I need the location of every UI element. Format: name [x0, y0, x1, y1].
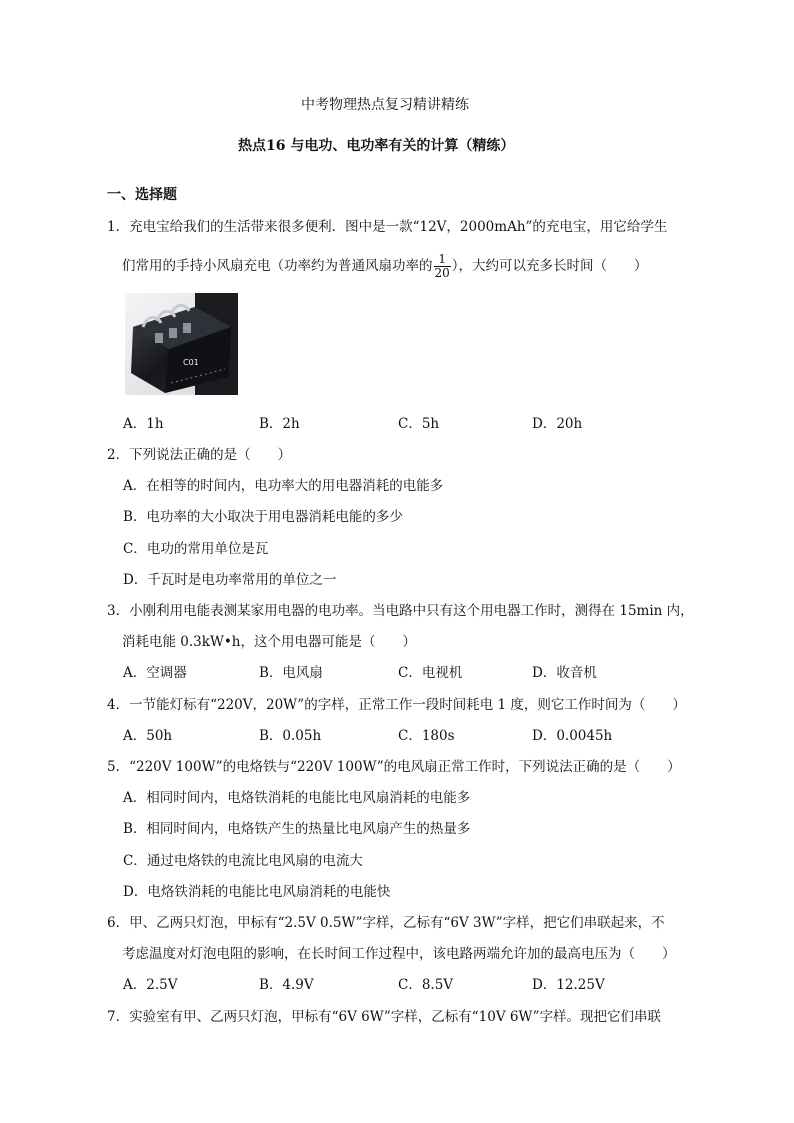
- q1-option-a: A．1h: [123, 416, 164, 432]
- q6-option-a: A．2.5V: [123, 977, 178, 993]
- q3-stem-line2: 消耗电能 0.3kW•h，这个用电器可能是（ ）: [122, 634, 416, 650]
- section-heading: 一、选择题: [107, 187, 177, 203]
- q4-option-d: D．0.0045h: [532, 728, 613, 744]
- q2-option-d: D．千瓦时是电功率常用的单位之一: [123, 572, 337, 588]
- q2-option-c: C．电功的常用单位是瓦: [123, 541, 269, 557]
- power-bank-icon: [125, 293, 238, 395]
- q3-option-b: B．电风扇: [259, 665, 323, 681]
- q5-option-b: B．相同时间内，电烙铁产生的热量比电风扇产生的热量多: [123, 821, 471, 837]
- fraction-denominator: 20: [434, 266, 450, 280]
- q4-stem: 4．一节能灯标有“220V，20W”的字样，正常工作一段时间耗电 1 度，则它工作时间为（ ）: [107, 697, 686, 713]
- q3-stem-line1: 3．小刚利用电能表测某家用电器的电功率。当电路中只有这个用电器工作时，测得在 15min 内，: [107, 603, 694, 619]
- q1-stem-line2: [122, 249, 648, 283]
- document-title: 中考物理热点复习精讲精练: [301, 97, 469, 113]
- q1-stem-line1: 1．充电宝给我们的生活带来很多便利．图中是一款“12V，2000mAh”的充电宝，用它给学生: [107, 219, 668, 235]
- q6-option-d: D．12.25V: [532, 977, 605, 993]
- power-bank-photo: [125, 293, 238, 395]
- fraction-numerator: 1: [434, 253, 451, 267]
- q5-option-d: D．电烙铁消耗的电能比电风扇消耗的电能快: [123, 884, 391, 900]
- document-subtitle: 热点16 与电功、电功率有关的计算（精练）: [238, 138, 515, 154]
- q1-stem-line2-pre: 们常用的手持小风扇充电（功率约为普通风扇功率的: [122, 258, 433, 274]
- q2-option-a: A．在相等的时间内，电功率大的用电器消耗的电能多: [123, 478, 444, 494]
- q6-stem-line2: 考虑温度对灯泡电阻的影响，在长时间工作过程中，该电路两端允许加的最高电压为（ ）: [122, 946, 676, 962]
- q6-option-b: B．4.9V: [259, 977, 314, 993]
- q2-stem: 2．下列说法正确的是（ ）: [107, 447, 292, 463]
- q7-stem-line1: 7．实验室有甲、乙两只灯泡，甲标有“6V 6W”字样，乙标有“10V 6W”字样。现把它们串联: [107, 1009, 661, 1025]
- q1-option-c: C．5h: [398, 416, 440, 432]
- q4-option-c: C．180s: [398, 728, 455, 744]
- q4-option-a: A．50h: [123, 728, 173, 744]
- q1-option-b: B．2h: [259, 416, 300, 432]
- q6-option-c: C．8.5V: [398, 977, 454, 993]
- q4-option-b: B．0.05h: [259, 728, 322, 744]
- fraction-one-twentieth: [434, 253, 451, 280]
- device-display-text: C01: [183, 358, 199, 367]
- q5-stem: 5．“220V 100W”的电烙铁与“220V 100W”的电风扇正常工作时，下列说法正确的是（ ）: [107, 759, 681, 775]
- q2-option-b: B．电功率的大小取决于用电器消耗电能的多少: [123, 509, 403, 525]
- q3-option-c: C．电视机: [398, 665, 463, 681]
- q1-stem-line2-post: ），大约可以充多长时间（ ）: [451, 258, 648, 274]
- q1-option-d: D．20h: [532, 416, 583, 432]
- q6-stem-line1: 6．甲、乙两只灯泡，甲标有“2.5V 0.5W”字样，乙标有“6V 3W”字样，把它们串联起来，不: [107, 915, 665, 931]
- q3-option-d: D．收音机: [532, 665, 597, 681]
- q5-option-c: C．通过电烙铁的电流比电风扇的电流大: [123, 853, 363, 869]
- q3-option-a: A．空调器: [123, 665, 187, 681]
- q5-option-a: A．相同时间内，电烙铁消耗的电能比电风扇消耗的电能多: [123, 790, 471, 806]
